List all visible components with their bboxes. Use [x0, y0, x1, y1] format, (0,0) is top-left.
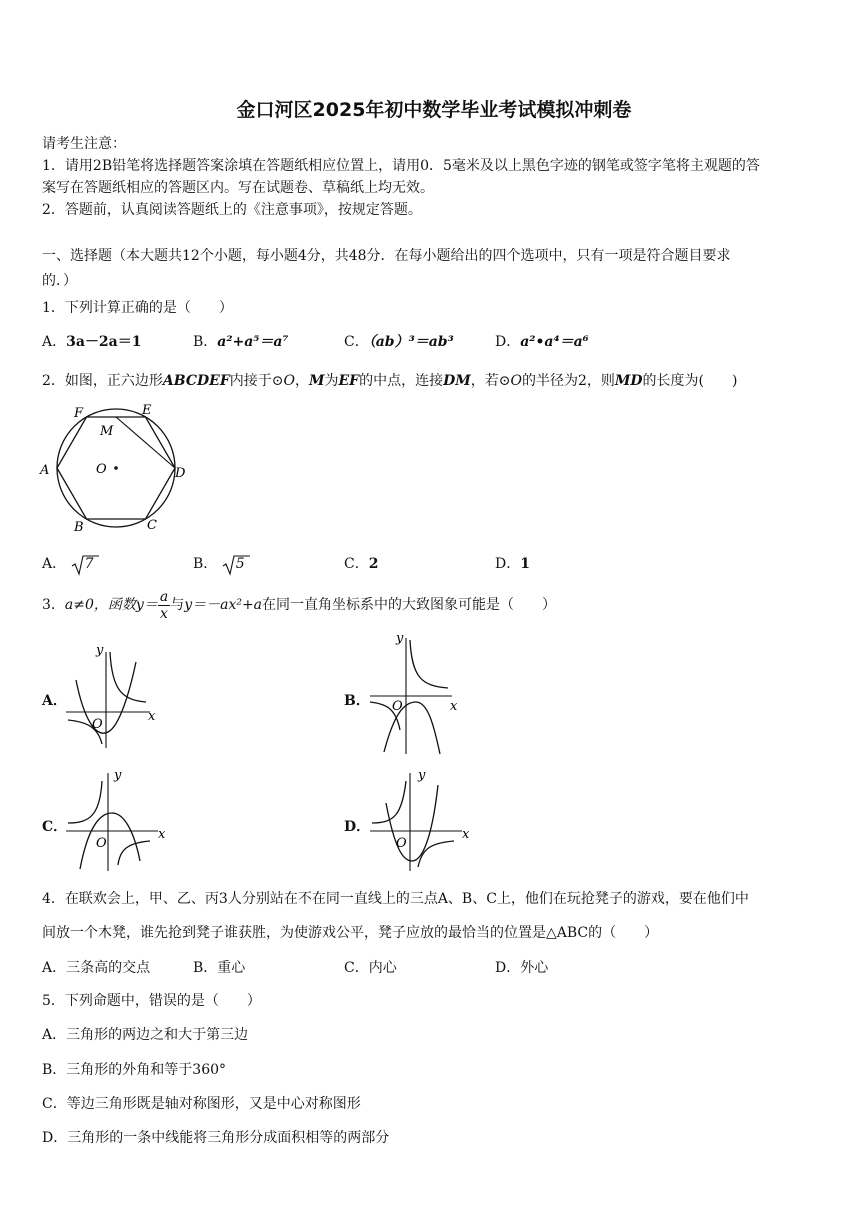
origin-label: O [92, 717, 103, 732]
y-label: y [396, 631, 404, 646]
q2-stem-part: 为 [324, 373, 339, 389]
q5-option-b: B．三角形的外角和等于360° [42, 1062, 227, 1078]
q2-stem-part: 的中点，连接 [359, 373, 444, 389]
q3-stem-part: y＝－ax²+a [184, 597, 263, 613]
label-a: A [40, 463, 50, 478]
q4-option-d: D．外心 [495, 960, 549, 976]
q4-option-b: B．重心 [193, 960, 246, 976]
q1-option-a [42, 331, 142, 351]
q2-stem-part: 内接于⊙ [229, 373, 284, 389]
y-label: y [96, 643, 104, 658]
q3-option-a-label: A． [42, 693, 67, 709]
sqrt-5 [222, 556, 245, 572]
origin-label: O [396, 836, 407, 851]
fraction-a-over-x [158, 589, 170, 622]
hyperbola-branch-2 [418, 841, 454, 867]
q5-option-a: A．三角形的两边之和大于第三边 [42, 1027, 249, 1043]
q2-option-b [193, 553, 245, 573]
q3-stem-part: 与 [170, 597, 185, 613]
q5-stem: 5．下列命题中，错误的是（ ） [42, 993, 261, 1009]
q3-stem-part: a≠0，函数 [64, 597, 136, 613]
label-m: M [100, 424, 114, 439]
sqrt-7-value: 7 [84, 556, 94, 572]
q1-option-a-label: A． [42, 334, 67, 350]
q2-stem [42, 370, 737, 390]
q3-stem-part: 3． [42, 597, 65, 613]
q1-stem: 1．下列计算正确的是（ ） [42, 300, 233, 316]
hexagon-circle-figure [36, 398, 196, 538]
label-o: O [96, 462, 107, 477]
q2-option-c-label: C． [344, 556, 369, 572]
notice-line2: 2．答题前，认真阅读答题纸上的《注意事项》，按规定答题。 [42, 202, 422, 218]
q2-option-d-label: D． [495, 556, 521, 572]
label-b: B [74, 520, 84, 535]
label-c: C [147, 518, 157, 533]
section1-line-a: 一、选择题（本大题共12个小题，每小题4分，共48分．在每小题给出的四个选项中，只有一项是符合题目要求 [42, 248, 731, 264]
q3-graph-b [366, 630, 476, 760]
sqrt-7 [71, 556, 94, 572]
q2-option-b-label: B． [193, 556, 218, 572]
q3-option-b-label: B． [344, 693, 370, 709]
q2-option-d [495, 553, 530, 573]
x-label: x [450, 699, 458, 714]
q1-option-d [495, 331, 589, 351]
q2-option-c [344, 553, 378, 573]
center-dot [114, 466, 118, 470]
q3-stem [42, 586, 556, 624]
fraction-numerator: a [159, 588, 169, 605]
x-label: x [148, 709, 156, 724]
x-label: x [462, 827, 470, 842]
y-label: y [114, 768, 122, 783]
q2-stem-part: 的长度为( ) [642, 373, 738, 389]
hyperbola-branch-1 [68, 781, 102, 823]
q2-stem-part: 2．如图，正六边形 [42, 373, 163, 389]
q2-stem-part: DM [443, 373, 471, 389]
radical-sign-icon [71, 554, 99, 576]
q3-stem-part: y＝ [135, 597, 158, 613]
q1-option-d-label: D． [495, 334, 521, 350]
q2-option-a [42, 553, 94, 573]
q1-option-a-text: 3a－2a＝1 [66, 334, 142, 350]
hyperbola-branch-2 [118, 841, 150, 865]
label-e: E [142, 403, 152, 418]
q4-line-b: 间放一个木凳，谁先抢到凳子谁获胜，为使游戏公平，凳子应放的最恰当的位置是△ABC的（ ） [42, 925, 659, 941]
hyperbola-branch-1 [410, 640, 448, 688]
q3-graph-c [62, 765, 172, 875]
x-label: x [158, 827, 166, 842]
q4-line-a: 4．在联欢会上，甲、乙、丙3人分别站在不在同一直线上的三点A、B、C上，他们在玩抢凳子的游戏，要在他们中 [42, 891, 749, 907]
fraction-denominator: x [160, 605, 168, 622]
radical-sign-icon [222, 554, 250, 576]
q2-stem-part: 的半径为2，则 [521, 373, 615, 389]
notice-heading: 请考生注意： [42, 136, 126, 152]
origin-label: O [96, 836, 107, 851]
q1-option-b-text: a²+a⁵＝a⁷ [217, 334, 289, 350]
section1-line-b: 的．） [42, 273, 77, 289]
q1-option-c [344, 331, 454, 351]
q2-stem-part: ， [295, 373, 309, 389]
q2-stem-part: O [510, 373, 522, 389]
label-f: F [74, 406, 84, 421]
notice-line1b: 案写在答题纸相应的答题区内。写在试题卷、草稿纸上均无效。 [42, 180, 434, 196]
q2-option-a-label: A． [42, 556, 67, 572]
q2-option-c-text: 2 [368, 556, 379, 572]
label-d: D [175, 466, 186, 481]
q1-option-c-text: （ab）³＝ab³ [368, 334, 454, 350]
page-title: 金口河区2025年初中数学毕业考试模拟冲刺卷 [236, 99, 632, 121]
q4-option-a: A．三条高的交点 [42, 960, 151, 976]
q4-option-c: C．内心 [344, 960, 397, 976]
q1-option-b-label: B． [193, 334, 218, 350]
q3-graph-a [62, 640, 172, 750]
segment-md [116, 417, 175, 468]
q5-option-c: C．等边三角形既是轴对称图形，又是中心对称图形 [42, 1096, 361, 1112]
q2-stem-part: O [283, 373, 295, 389]
q3-option-d-label: D． [344, 819, 371, 835]
q1-option-c-label: C． [344, 334, 369, 350]
q1-option-d-text: a²•a⁴＝a⁶ [520, 334, 589, 350]
q2-stem-part: MD [614, 373, 643, 389]
q5-option-d: D．三角形的一条中线能将三角形分成面积相等的两部分 [42, 1130, 390, 1146]
y-label: y [418, 768, 426, 783]
q1-option-b [193, 331, 289, 351]
notice-line1a: 1．请用2B铅笔将选择题答案涂填在答题纸相应位置上，请用0．5毫米及以上黑色字迹的钢笔或签字笔将主观题的答 [42, 158, 760, 174]
q2-stem-part: ，若⊙ [470, 373, 511, 389]
q3-stem-part: 在同一直角坐标系中的大致图象可能是（ ） [262, 597, 557, 613]
parabola-curve [386, 785, 438, 861]
q2-stem-part: M [309, 373, 325, 389]
q3-option-c-label: C． [42, 819, 68, 835]
q2-option-d-text: 1 [520, 556, 530, 572]
origin-label: O [392, 699, 403, 714]
sqrt-5-value: 5 [235, 556, 245, 572]
q2-stem-part: ABCDEF [162, 373, 230, 389]
q2-stem-part: EF [338, 373, 360, 389]
parabola-curve [80, 813, 140, 869]
q3-graph-d [366, 765, 476, 875]
